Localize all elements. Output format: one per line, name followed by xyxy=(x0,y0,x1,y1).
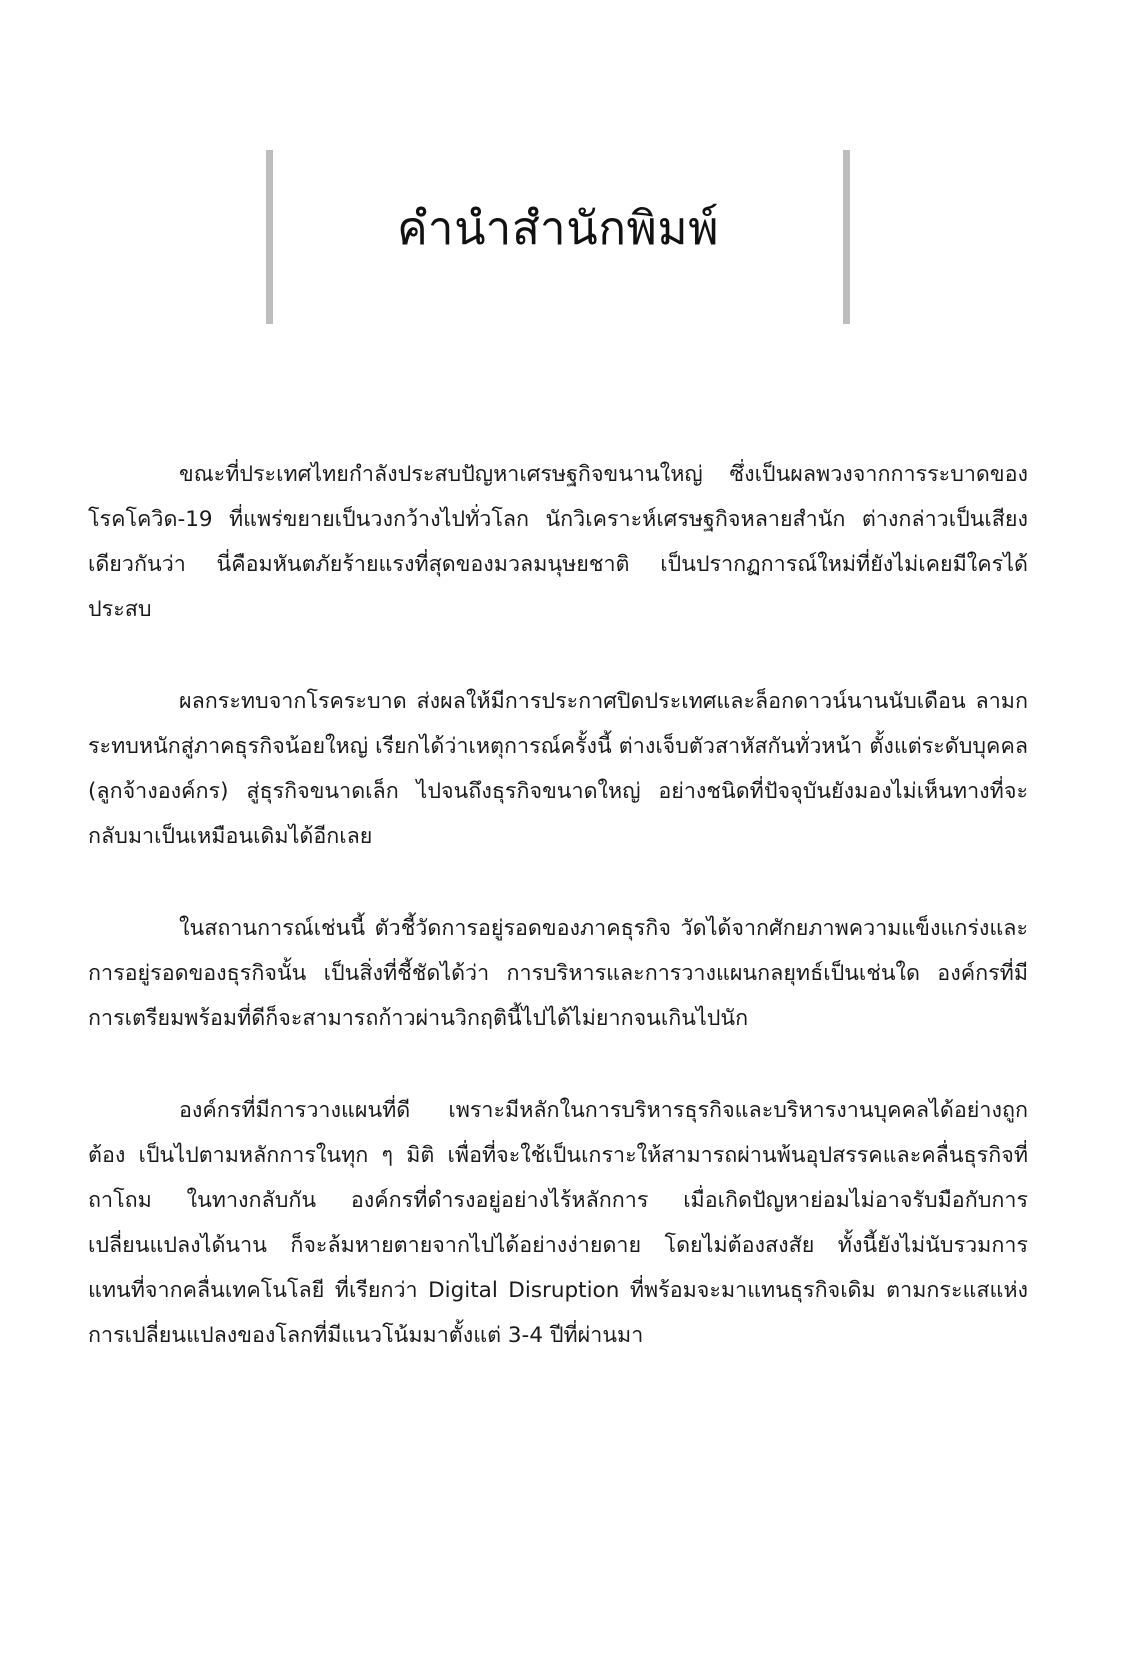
page-title: คำนำสำนักพิมพ์ xyxy=(396,201,720,255)
body-text xyxy=(88,452,1028,1405)
paragraph-3: ในสถานการณ์เช่นนี้ ตัวชี้วัดการอยู่รอดของภาคธุรกิจ วัดได้จากศักยภาพความแข็งแกร่งและการอยู่รอดของธุรกิจนั้น เป็นสิ่งที่ชี้ชัดได้ว่า การบริหารและการวางแผนกลยุทธ์เป็นเช่นใด องค์กรที่มีการเตรียมพร้อมที่ดีก็จะสามารถก้าวผ่านวิกฤตินี้ไปได้ไม่ยากจนเกินไปนัก xyxy=(88,916,1028,1031)
title-right-bar xyxy=(843,150,850,324)
paragraph-1: ขณะที่ประเทศไทยกำลังประสบปัญหาเศรษฐกิจขนานใหญ่ ซึ่งเป็นผลพวงจากการระบาดของโรคโควิด-19 ที่แพร่ขยายเป็นวงกว้างไปทั่วโลก นักวิเคราะห์เศรษฐกิจหลายสำนัก ต่างกล่าวเป็นเสียงเดียวกันว่า นี่คือมหันตภัยร้ายแรงที่สุดของมวลมนุษยชาติ เป็นปรากฏการณ์ใหม่ที่ยังไม่เคยมีใครได้ประสบ xyxy=(88,462,1028,622)
paragraph-4: องค์กรที่มีการวางแผนที่ดี เพราะมีหลักในการบริหารธุรกิจและบริหารงานบุคคลได้อย่างถูกต้อง เป็นไปตามหลักการในทุก ๆ มิติ เพื่อที่จะใช้เป็นเกราะให้สามารถผ่านพ้นอุปสรรคและคลื่นธุรกิจที่ถาโถม ในทางกลับกัน องค์กรที่ดำรงอยู่อย่างไร้หลักการ เมื่อเกิดปัญหาย่อมไม่อาจรับมือกับการเปลี่ยนแปลงได้นาน ก็จะล้มหายตายจากไปได้อย่างง่ายดาย โดยไม่ต้องสงสัย ทั้งนี้ยังไม่นับรวมการแทนที่จากคลื่นเทคโนโลยี ที่เรียกว่า Digital Disruption ที่พร้อมจะมาแทนธุรกิจเดิม ตามกระแสแห่งการเปลี่ยนแปลงของโลกที่มีแนวโน้มมาตั้งแต่ 3-4 ปีที่ผ่านมา xyxy=(88,1098,1028,1348)
paragraph-2: ผลกระทบจากโรคระบาด ส่งผลให้มีการประกาศปิดประเทศและล็อกดาวน์นานนับเดือน ลามกระทบหนักสู่ภาคธุรกิจน้อยใหญ่ เรียกได้ว่าเหตุการณ์ครั้งนี้ ต่างเจ็บตัวสาหัสกันทั่วหน้า ตั้งแต่ระดับบุคคล (ลูกจ้างองค์กร) สู่ธุรกิจขนาดเล็ก ไปจนถึงธุรกิจขนาดใหญ่ อย่างชนิดที่ปัจจุบันยังมองไม่เห็นทางที่จะกลับมาเป็นเหมือนเดิมได้อีกเลย xyxy=(88,689,1028,849)
title-block xyxy=(266,150,850,324)
